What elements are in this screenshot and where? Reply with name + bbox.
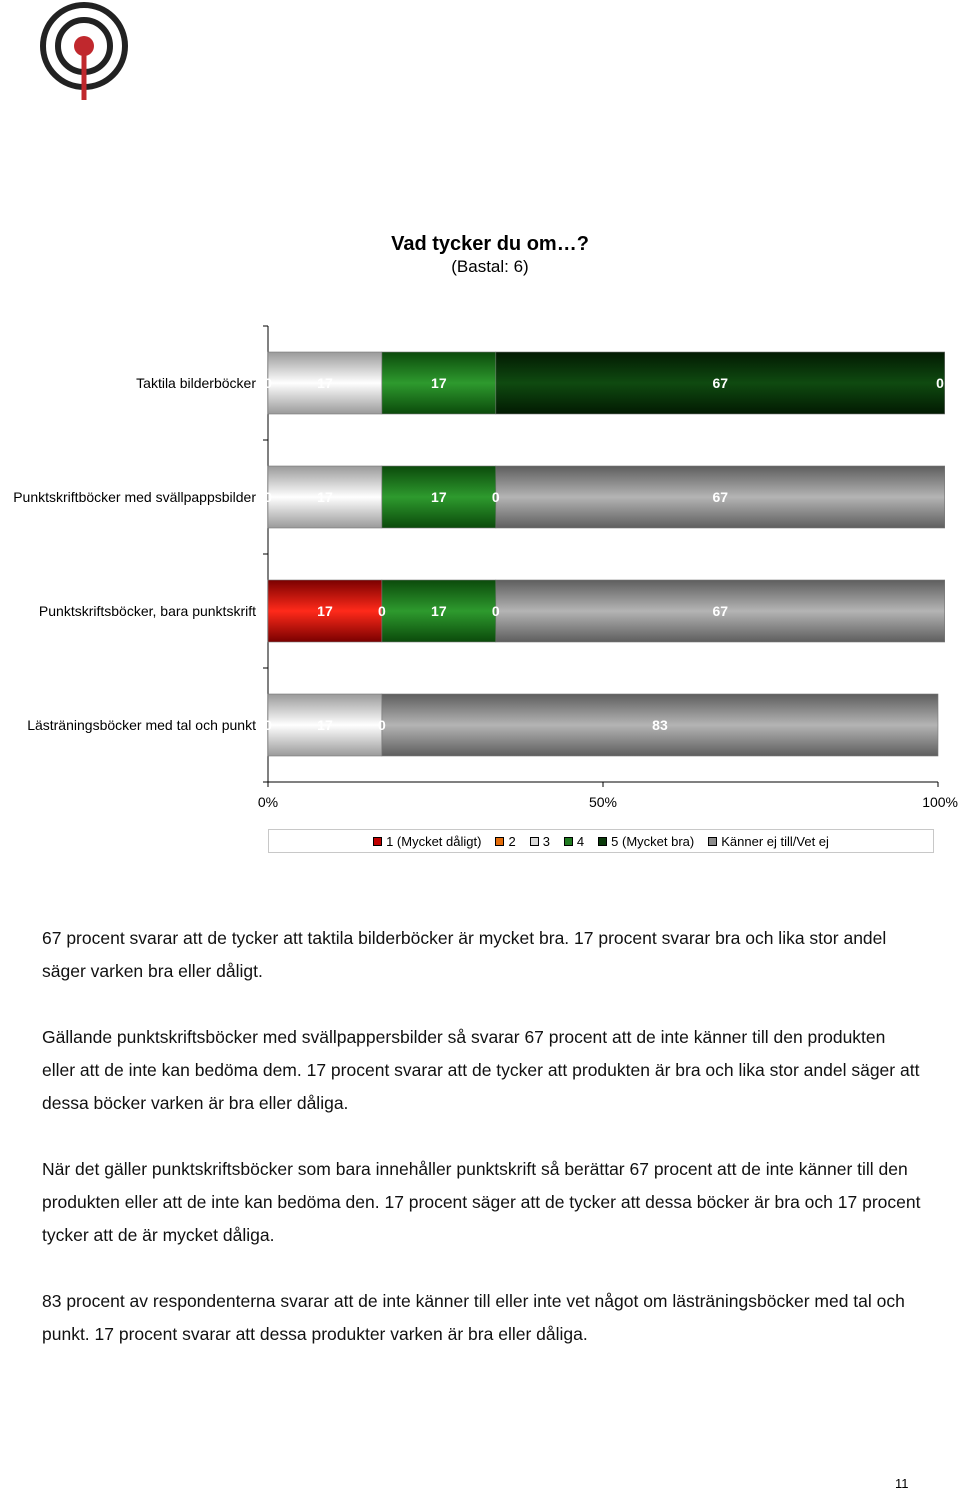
data-label: 0 <box>936 375 944 391</box>
paragraph-1: 67 procent svarar att de tycker att taktila bilderböcker är mycket bra. 17 procent svarar bra och lika stor andel säger varken bra eller dåligt. <box>42 928 887 981</box>
chart-bars <box>268 352 945 756</box>
legend-swatch <box>530 837 539 846</box>
legend-item <box>495 834 515 849</box>
legend-swatch <box>598 837 607 846</box>
x-tick-label: 100% <box>922 794 958 810</box>
chart-subtitle: (Bastal: 6) <box>451 257 529 276</box>
data-label: 17 <box>317 603 333 619</box>
data-label: 83 <box>652 717 668 733</box>
data-label: 67 <box>712 375 729 391</box>
data-label: 17 <box>317 375 333 391</box>
legend-item <box>708 834 829 849</box>
legend-swatch <box>564 837 573 846</box>
chart-title: Vad tycker du om…? <box>391 233 589 255</box>
legend-item <box>373 834 481 849</box>
category-label: Lästräningsböcker med tal och punkt <box>27 717 256 733</box>
legend-swatch <box>373 837 382 846</box>
body-text <box>42 922 922 1384</box>
legend-label: 2 <box>508 833 516 849</box>
legend-label: 5 (Mycket bra) <box>611 833 695 849</box>
category-label: Taktila bilderböcker <box>136 375 256 391</box>
data-label: 0 <box>264 717 272 733</box>
legend-label: 1 (Mycket dåligt) <box>386 833 482 849</box>
legend-swatch <box>708 837 717 846</box>
legend-item <box>530 834 550 849</box>
data-label: 0 <box>264 489 272 505</box>
legend-item <box>598 834 694 849</box>
x-tick-label: 0% <box>257 794 279 810</box>
x-tick-label: 50% <box>588 794 618 810</box>
data-label: 17 <box>431 375 447 391</box>
data-label: 17 <box>317 717 333 733</box>
category-label: Punktskriftsböcker, bara punktskrift <box>38 603 256 619</box>
legend-swatch <box>495 837 504 846</box>
chart-legend <box>268 829 934 853</box>
category-label: Punktskriftböcker med svällpappsbilder <box>13 489 256 505</box>
paragraph-3: När det gäller punktskriftsböcker som bara innehåller punktskrift så berättar 67 procent att de inte känner till den produkten eller att de inte kan bedöma den. 17 procent säger att de tycker att dessa böcker är bra och 17 procent tycker att de är mycket dåliga. <box>42 1159 921 1245</box>
legend-item <box>564 834 584 849</box>
data-label: 67 <box>712 489 729 505</box>
data-label: 0 <box>264 375 272 391</box>
data-label: 17 <box>431 603 447 619</box>
legend-label: 3 <box>542 833 550 849</box>
page-number: 11 <box>895 1476 909 1491</box>
paragraph-4: 83 procent av respondenterna svarar att de inte känner till eller inte vet något om lästräningsböcker med tal och punkt. 17 procent svarar att dessa produkter varken är bra eller dåliga. <box>42 1291 905 1344</box>
legend-label: Känner ej till/Vet ej <box>721 833 829 849</box>
paragraph-2: Gällande punktskriftsböcker med svällpappersbilder så svarar 67 procent att de inte känner till den produkten eller att de inte kan bedöma dem. 17 procent svarar att de tycker att produkten är bra och lika stor andel säger att dessa böcker varken är bra eller dåliga. <box>42 1027 920 1113</box>
data-label: 0 <box>378 603 386 619</box>
chart-labels <box>13 375 944 733</box>
data-label: 67 <box>712 603 729 619</box>
data-label: 0 <box>491 489 500 505</box>
data-label: 0 <box>491 603 500 619</box>
legend-label: 4 <box>576 833 585 849</box>
data-label: 17 <box>317 489 333 505</box>
data-label: 17 <box>431 489 447 505</box>
data-label: 0 <box>378 717 386 733</box>
